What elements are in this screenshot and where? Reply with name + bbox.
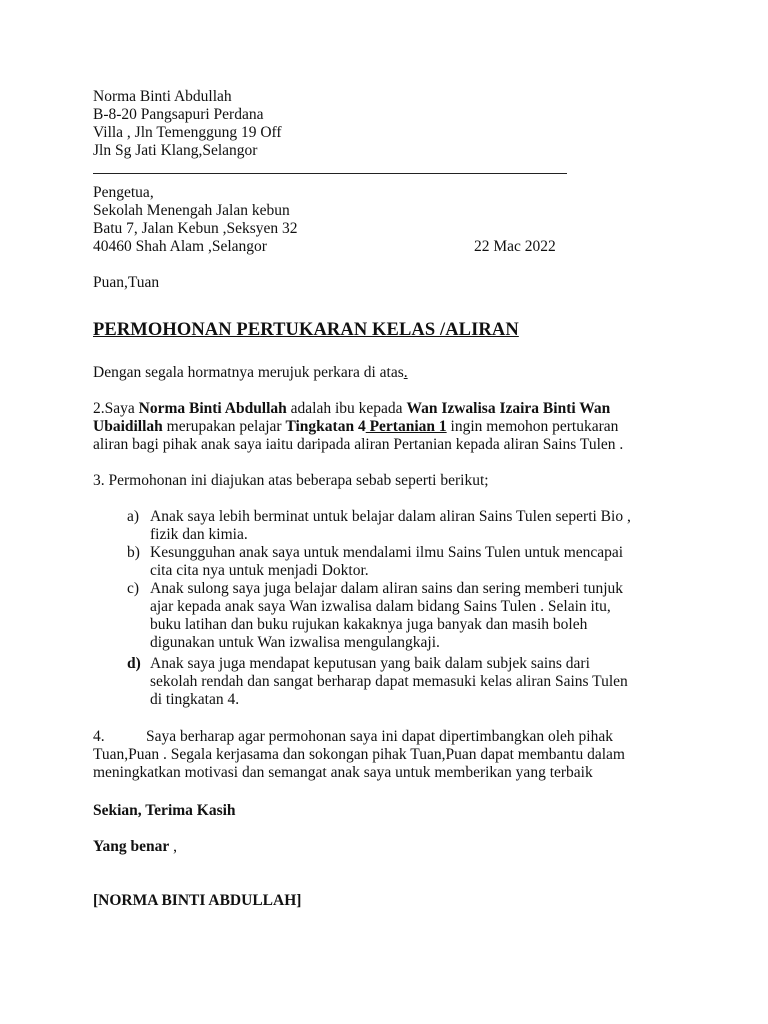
closing-text: Sekian, Terima Kasih bbox=[93, 802, 236, 819]
list-item-line: ajar kepada anak saya Wan izwalisa dalam bidang Sains Tulen . Selain itu, bbox=[150, 598, 611, 615]
paragraph-intro-end: . bbox=[403, 364, 408, 381]
paragraph-intro-text: Dengan segala hormatnya merujuk perkara di atas bbox=[93, 364, 404, 381]
sign-off-text: Yang benar bbox=[93, 838, 170, 855]
paragraph-3: 3. Permohonan ini diajukan atas beberapa sebab seperti berikut; bbox=[93, 472, 489, 489]
para2-text: adalah ibu kepada bbox=[286, 400, 407, 417]
list-item-line: Anak saya lebih berminat untuk belajar dalam aliran Sains Tulen seperti Bio , bbox=[150, 508, 631, 525]
list-item-line: di tingkatan 4. bbox=[150, 691, 240, 708]
list-item-line: cita cita nya untuk menjadi Doktor. bbox=[150, 562, 369, 579]
sender-address-line: Villa , Jln Temenggung 19 Off bbox=[93, 124, 282, 141]
recipient-line: Sekolah Menengah Jalan kebun bbox=[93, 202, 290, 219]
sender-name: Norma Binti Abdullah bbox=[93, 88, 232, 105]
para2-text: merupakan pelajar bbox=[162, 418, 286, 435]
paragraph-4-line: Saya berharap agar permohonan saya ini dapat dipertimbangkan oleh pihak bbox=[146, 728, 613, 745]
paragraph-4-number: 4. bbox=[93, 728, 105, 745]
paragraph-2-line bbox=[93, 418, 618, 436]
sign-off bbox=[93, 838, 177, 856]
list-item-line: buku latihan dan buku rujukan kakaknya juga banyak dan masih boleh bbox=[150, 616, 588, 633]
child-name: Wan Izwalisa Izaira Binti Wan bbox=[406, 400, 611, 417]
class-name: Tingkatan 4 bbox=[285, 418, 366, 435]
paragraph-4-line: meningkatkan motivasi dan semangat anak saya untuk memberikan yang terbaik bbox=[93, 764, 593, 781]
list-marker: b) bbox=[127, 544, 140, 561]
parent-name: Norma Binti Abdullah bbox=[138, 400, 287, 417]
recipient-line: Pengetua, bbox=[93, 184, 154, 201]
salutation: Puan,Tuan bbox=[93, 274, 160, 291]
paragraph-2-line: aliran bagi pihak anak saya iaitu daripada aliran Pertanian kepada aliran Sains Tulen . bbox=[93, 436, 624, 453]
sender-address-line: Jln Sg Jati Klang,Selangor bbox=[93, 142, 258, 159]
paragraph-2-line bbox=[93, 400, 610, 418]
list-item-line: Kesungguhan anak saya untuk mendalami ilmu Sains Tulen untuk mencapai bbox=[150, 544, 624, 561]
para2-text: ingin memohon pertukaran bbox=[446, 418, 619, 435]
list-item-line: fizik dan kimia. bbox=[150, 526, 248, 543]
recipient-line: Batu 7, Jalan Kebun ,Seksyen 32 bbox=[93, 220, 298, 237]
list-marker: c) bbox=[127, 580, 140, 597]
letter-date: 22 Mac 2022 bbox=[474, 238, 556, 255]
child-name: Ubaidillah bbox=[93, 418, 163, 435]
paragraph-4-line: Tuan,Puan . Segala kerjasama dan sokongan pihak Tuan,Puan dapat membantu dalam bbox=[93, 746, 625, 763]
sign-off-punct: , bbox=[169, 838, 177, 855]
para2-text: 2.Saya bbox=[93, 400, 139, 417]
signature-name: [NORMA BINTI ABDULLAH] bbox=[93, 892, 302, 909]
separator-rule bbox=[93, 173, 567, 174]
paragraph-intro bbox=[93, 364, 408, 382]
list-marker: d) bbox=[127, 655, 141, 672]
list-item-line: Anak sulong saya juga belajar dalam aliran sains dan sering memberi tunjuk bbox=[150, 580, 624, 597]
list-item-line: digunakan untuk Wan izwalisa mengulangkaji. bbox=[150, 634, 440, 651]
class-name: Pertanian 1 bbox=[365, 418, 447, 435]
recipient-line: 40460 Shah Alam ,Selangor bbox=[93, 238, 267, 255]
letter-title: PERMOHONAN PERTUKARAN KELAS /ALIRAN bbox=[93, 320, 519, 340]
list-item-line: sekolah rendah dan sangat berharap dapat memasuki kelas aliran Sains Tulen bbox=[150, 673, 628, 690]
list-marker: a) bbox=[127, 508, 140, 525]
sender-address-line: B-8-20 Pangsapuri Perdana bbox=[93, 106, 264, 123]
list-item-line: Anak saya juga mendapat keputusan yang baik dalam subjek sains dari bbox=[150, 655, 590, 672]
